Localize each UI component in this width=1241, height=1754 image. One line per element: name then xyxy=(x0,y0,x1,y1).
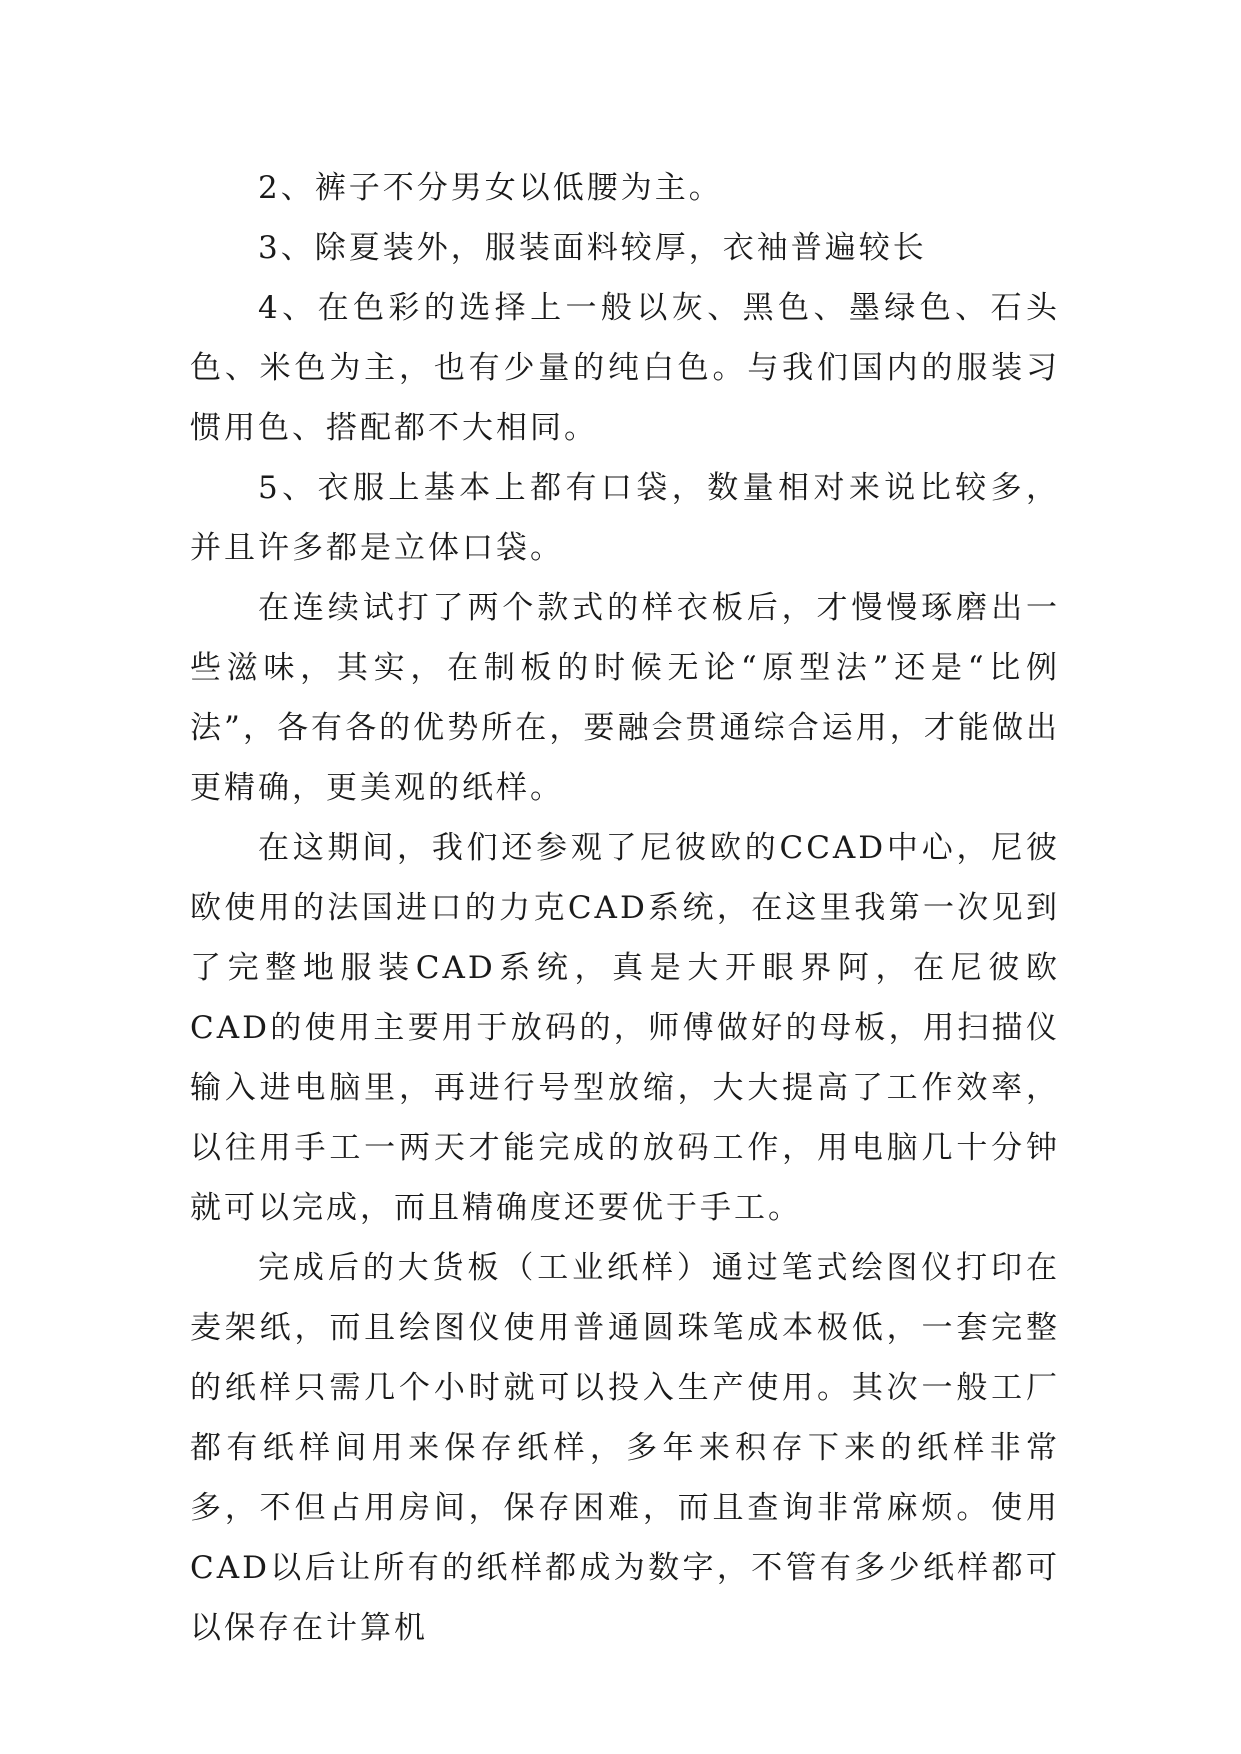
paragraph-colors: 4、在色彩的选择上一般以灰、黑色、墨绿色、石头色、米色为主，也有少量的纯白色。与我们国内的服装习惯用色、搭配都不大相同。 xyxy=(190,290,1060,446)
paragraph-cad-center: 在这期间，我们还参观了尼彼欧的CCAD中心，尼彼欧使用的法国进口的力克CAD系统，在这里我第一次见到了完整地服装CAD系统，真是大开眼界阿，在尼彼欧CAD的使用主要用于放码的，师傅做好的母板，用扫描仪输入进电脑里，再进行号型放缩，大大提高了工作效率，以往用手工一两天才能完成的放码工作，用电脑几十分钟就可以完成，而且精确度还要优于手工。 xyxy=(190,830,1060,1226)
paragraph-pattern-methods: 在连续试打了两个款式的样衣板后，才慢慢琢磨出一些滋味，其实，在制板的时候无论“原型法”还是“比例法”，各有各的优势所在，要融会贯通综合运用，才能做出更精确，更美观的纸样。 xyxy=(190,590,1060,806)
paragraph-plotter: 完成后的大货板（工业纸样）通过笔式绘图仪打印在麦架纸，而且绘图仪使用普通圆珠笔成本极低，一套完整的纸样只需几个小时就可以投入生产使用。其次一般工厂都有纸样间用来保存纸样，多年来积存下来的纸样非常多，不但占用房间，保存困难，而且查询非常麻烦。使用CAD以后让所有的纸样都成为数字，不管有多少纸样都可以保存在计算机 xyxy=(190,1250,1060,1646)
document-body xyxy=(190,158,1060,1658)
paragraph-pockets: 5、衣服上基本上都有口袋，数量相对来说比较多，并且许多都是立体口袋。 xyxy=(190,470,1060,566)
paragraph-fabric: 3、除夏装外，服装面料较厚，衣袖普遍较长 xyxy=(258,230,927,266)
paragraph-pants: 2、裤子不分男女以低腰为主。 xyxy=(258,170,723,206)
